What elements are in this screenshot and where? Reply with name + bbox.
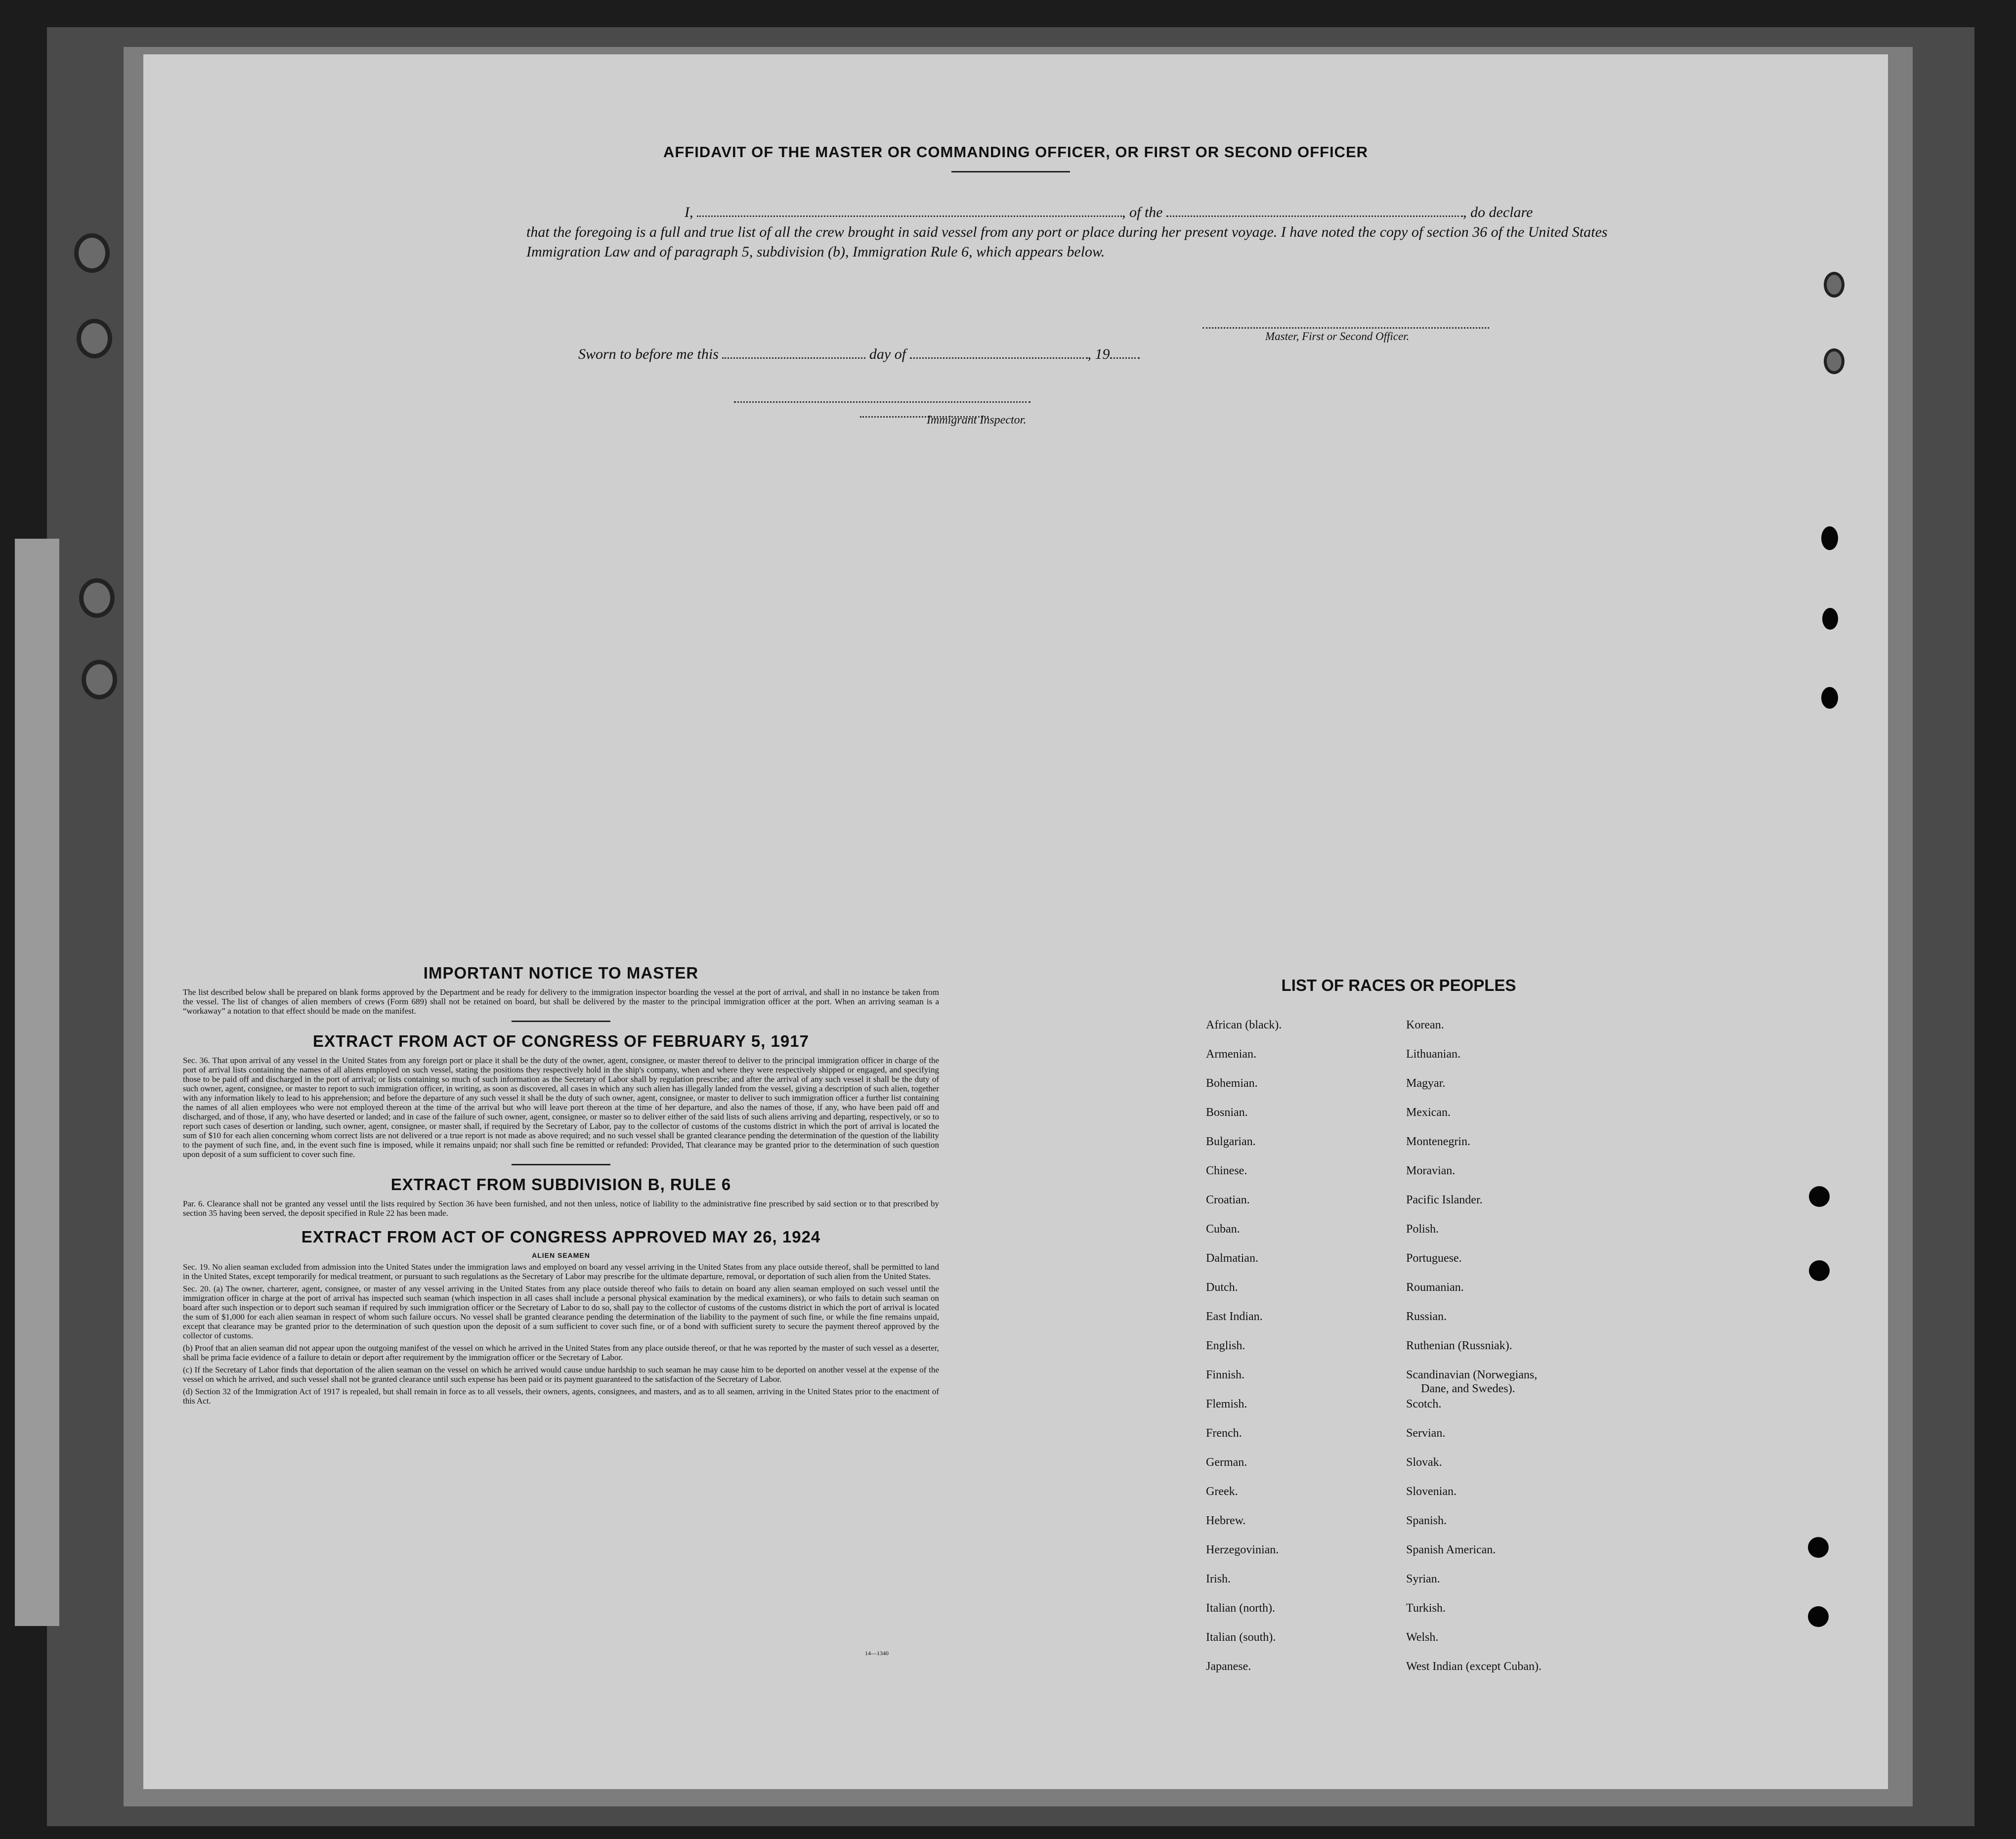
extract-1917-title: EXTRACT FROM ACT OF CONGRESS OF FEBRUARY 5, 1917	[313, 1032, 809, 1050]
alien-seamen-subtitle: ALIEN SEAMEN	[532, 1251, 590, 1259]
race-item: Slovenian.	[1406, 1485, 1457, 1498]
declaration-text: that the foregoing is a full and true list of all the crew brought in said vessel from any port or place during her present voyage. I have noted the copy of section 36 of the United States Immigration Law and of paragraph 5, subdivision (b), Immigration Rule 6, which appears below.	[526, 224, 1608, 260]
race-item: Ruthenian (Russniak).	[1406, 1339, 1512, 1352]
race-item: Scotch.	[1406, 1398, 1442, 1411]
race-item: Bulgarian.	[1206, 1135, 1256, 1148]
race-item: German.	[1206, 1456, 1247, 1469]
race-item: Italian (south).	[1206, 1631, 1276, 1644]
binder-dot-6	[1808, 1537, 1829, 1558]
race-item: Servian.	[1406, 1427, 1446, 1440]
binder-dot-2	[1822, 608, 1838, 630]
race-item: English.	[1206, 1339, 1245, 1352]
punch-hole-2	[77, 319, 112, 358]
race-item: Turkish.	[1406, 1602, 1446, 1615]
race-item: East Indian.	[1206, 1310, 1263, 1323]
sworn-month-blank[interactable]	[910, 346, 1088, 359]
extract-1924-title: EXTRACT FROM ACT OF CONGRESS APPROVED MAY 26, 1924	[301, 1228, 821, 1246]
race-item: Spanish American.	[1406, 1543, 1496, 1556]
affidavit-title: AFFIDAVIT OF THE MASTER OR COMMANDING OFFICER, OR FIRST OR SECOND OFFICER	[663, 143, 1369, 161]
race-item: Croatian.	[1206, 1194, 1250, 1206]
race-item: Portuguese.	[1406, 1252, 1462, 1265]
race-item: Greek.	[1206, 1485, 1238, 1498]
inspector-signature-line[interactable]	[734, 401, 1030, 403]
form-number: 14—1340	[865, 1650, 889, 1657]
notice-text: The list described below shall be prepared on blank forms approved by the Department and be ready for delivery to the immigration inspector boarding the vessel at the port of arrival, and shall in no instance be taken from the vessel. The list of changes of alien members of crews (Form 689) shall not be retained on board, but shall be delivered by the master to the principal immigration officer at the port. When an arriving seaman is a “workaway” a notation to that effect should be made on the manifest.	[183, 987, 939, 1016]
race-item: Scandinavian (Norwegians,	[1406, 1369, 1538, 1381]
race-item: Irish.	[1206, 1573, 1231, 1585]
extract-1917-text: Sec. 36. That upon arrival of any vessel in the United States from any foreign port or place it shall be the duty of the owner, agent, consignee, or master thereof to deliver to the principal immigration officer in charge of the port of arrival lists containing the names of all aliens employed on such vessel, stating the positions they respectively hold in the ship's company, when and where they were respectively shipped or engaged, and specifying those to be paid off and discharged in the port of arrival; or lists containing so much of such information as the Secretary of Labor shall by regulation prescribe; and after the arrival of any such vessel it shall be the duty of such owner, agent, consignee, or master to report to such immigration officer, in writing, as soon as discovered, all cases in which any such alien has illegally landed from the vessel, giving a description of such alien, together with any information likely to lead to his apprehension; and before the departure of any such vessel it shall be the duty of such owner, agent, consignee, or master to deliver to such immigration officer a further list containing the names of all alien employees who were not employed thereon at the time of the arrival but who will leave port thereon at the time of her departure, and also the names of those, if any, who have been paid off and discharged, and of those, if any, who have deserted or landed; and in case of the failure of such owner, agent, consignee, or master so to deliver either of the said lists of such aliens arriving and departing, respectively, or so to report such cases of desertion or landing, such owner, agent, consignee, or master shall, if required by the Secretary of Labor, pay to the collector of customs of the customs district in which the port of arrival is located the sum of $10 for each alien concerning whom correct lists are not delivered or a true report is not made as above required; and no such vessel shall be granted clearance pending the determination of the question of the liability to the payment of such fine, and, in the event such fine is imposed, while it remains unpaid; nor shall such fine be remitted or refunded: Provided, That clearance may be granted prior to the determination of such question upon deposit of a sum sufficient to cover such fine.	[183, 1056, 939, 1159]
races-title: LIST OF RACES OR PEOPLES	[1281, 976, 1516, 994]
left-paper-edge	[15, 539, 59, 1626]
sec20a-text: Sec. 20. (a) The owner, charterer, agent, consignee, or master of any vessel arriving in the United States from any place outside thereof who fails to detain on board any alien seaman employed on such vessel until the immigration officer in charge at the port of arrival has inspected such seaman (which inspection in all cases shall include a personal physical examination by the medical examiners), or who fails to detain such seaman on board after such inspection or to deport such seaman if required by such immigration officer or the Secretary of Labor to do so, shall pay to the collector of customs of the customs district in which the port of arrival is located the sum of $1,000 for each alien seaman in respect of whom such failure occurs. No vessel shall be granted clearance pending the determination of the liability to the payment of such fine, or while the fine remains unpaid, except that clearance may be granted prior to the determination of such question upon the deposit of a sum sufficient to cover such fine, or of a bond with sufficient surety to secure the payment thereof approved by the collector of customs.	[183, 1284, 939, 1340]
sworn-day-blank[interactable]	[722, 346, 865, 359]
race-item: Italian (north).	[1206, 1602, 1275, 1615]
sec20b-text: (b) Proof that an alien seaman did not appear upon the outgoing manifest of the vessel on which he arrived in the United States from any place outside thereof, or that he was reported by the master of such vessel as a deserter, shall be prima facie evidence of a failure to detain or deport after requirement by the immigration officer or the Secretary of Labor.	[183, 1343, 939, 1362]
punch-hole-3	[79, 578, 115, 618]
master-signature-label: Master, First or Second Officer.	[1265, 330, 1410, 342]
extract-rule6-title: EXTRACT FROM SUBDIVISION B, RULE 6	[390, 1175, 731, 1194]
section-rule	[512, 1021, 610, 1022]
race-item: Magyar.	[1406, 1077, 1446, 1090]
race-item: Moravian.	[1406, 1164, 1456, 1177]
punch-hole-4	[82, 660, 117, 699]
sec20d-text: (d) Section 32 of the Immigration Act of 1917 is repealed, but shall remain in force as to all vessels, their owners, agents, consignees, and masters, and as to all seamen, arriving in the United States prior to the enactment of this Act.	[183, 1387, 939, 1406]
race-item: Hebrew.	[1206, 1514, 1246, 1527]
race-item: Roumanian.	[1406, 1281, 1464, 1294]
extract-rule6-text: Par. 6. Clearance shall not be granted any vessel until the lists required by Section 36 have been furnished, and not then unless, notice of liability to the administrative fine prescribed by said section or to that prescribed by section 35 having been served, the deposit specified in Rule 22 has been made.	[183, 1199, 939, 1218]
race-item: Dane, and Swedes).	[1421, 1382, 1515, 1395]
race-item: African (black).	[1206, 1019, 1282, 1031]
section-rule	[512, 1164, 610, 1165]
sec20c-text: (c) If the Secretary of Labor finds that deportation of the alien seaman on the vessel on which he arrived would cause undue hardship to such seaman he may cause him to be deported on another vessel at the expense of the vessel on which he arrived, and such vessel shall not be granted clearance until such expense has been paid or its payment guaranteed to the satisfaction of the Secretary of Labor.	[183, 1365, 939, 1384]
binder-dot-1	[1821, 526, 1838, 550]
races-list	[1206, 1018, 1651, 1745]
year-prefix: , 19	[1087, 346, 1110, 362]
race-item: Lithuanian.	[1406, 1048, 1460, 1061]
race-item: Bohemian.	[1206, 1077, 1258, 1090]
day-of-label: day of	[869, 346, 906, 362]
sworn-line	[578, 346, 1140, 363]
inspector-label: Immigrant Inspector.	[927, 414, 1027, 427]
race-item: Mexican.	[1406, 1106, 1451, 1119]
race-item: Slovak.	[1406, 1456, 1442, 1469]
race-item: Polish.	[1406, 1223, 1439, 1236]
vessel-name-blank[interactable]	[1166, 205, 1463, 217]
race-item: Syrian.	[1406, 1573, 1440, 1585]
race-item: Pacific Islander.	[1406, 1194, 1483, 1206]
binder-dot-7	[1808, 1606, 1829, 1627]
affidavit-declaration	[526, 203, 1629, 262]
manifest-page	[143, 54, 1888, 1789]
punch-hole-6	[1824, 348, 1844, 374]
binder-dot-5	[1809, 1260, 1830, 1281]
race-item: Montenegrin.	[1406, 1135, 1470, 1148]
race-item: Flemish.	[1206, 1398, 1247, 1411]
punch-hole-1	[74, 233, 110, 273]
binder-dot-3	[1821, 687, 1838, 709]
officer-name-blank[interactable]	[697, 205, 1122, 217]
title-rule	[951, 171, 1070, 172]
race-item: French.	[1206, 1427, 1242, 1440]
regulations-column	[183, 964, 939, 1409]
sec19-text: Sec. 19. No alien seaman excluded from admission into the United States under the immigration laws and employed on board any vessel arriving in the United States from any place outside thereof, shall be permitted to land in the United States, except temporarily for medical treatment, or pursuant to such regulations as the Secretary of Labor may prescribe for the ultimate departure, removal, or deportation of such alien from the United States.	[183, 1262, 939, 1281]
race-item: Spanish.	[1406, 1514, 1447, 1527]
race-item: Japanese.	[1206, 1660, 1251, 1673]
race-item: Herzegovinian.	[1206, 1543, 1279, 1556]
race-item: Chinese.	[1206, 1164, 1247, 1177]
of-the-label: , of the	[1122, 204, 1163, 220]
binder-dot-4	[1809, 1186, 1830, 1207]
race-item: Cuban.	[1206, 1223, 1240, 1236]
race-item: Korean.	[1406, 1019, 1444, 1031]
punch-hole-5	[1824, 272, 1844, 298]
race-item: West Indian (except Cuban).	[1406, 1660, 1542, 1673]
race-item: Bosnian.	[1206, 1106, 1248, 1119]
do-declare-label: , do declare	[1463, 204, 1533, 220]
race-item: Armenian.	[1206, 1048, 1256, 1061]
master-signature-line[interactable]	[1202, 327, 1489, 329]
sworn-label: Sworn to before me this	[578, 346, 719, 362]
race-item: Russian.	[1406, 1310, 1447, 1323]
race-item: Dalmatian.	[1206, 1252, 1258, 1265]
notice-title: IMPORTANT NOTICE TO MASTER	[423, 964, 699, 982]
race-item: Finnish.	[1206, 1369, 1245, 1381]
sworn-year-blank[interactable]	[1110, 346, 1140, 359]
race-item: Dutch.	[1206, 1281, 1238, 1294]
race-item: Welsh.	[1406, 1631, 1439, 1644]
i-label: I,	[685, 204, 693, 220]
